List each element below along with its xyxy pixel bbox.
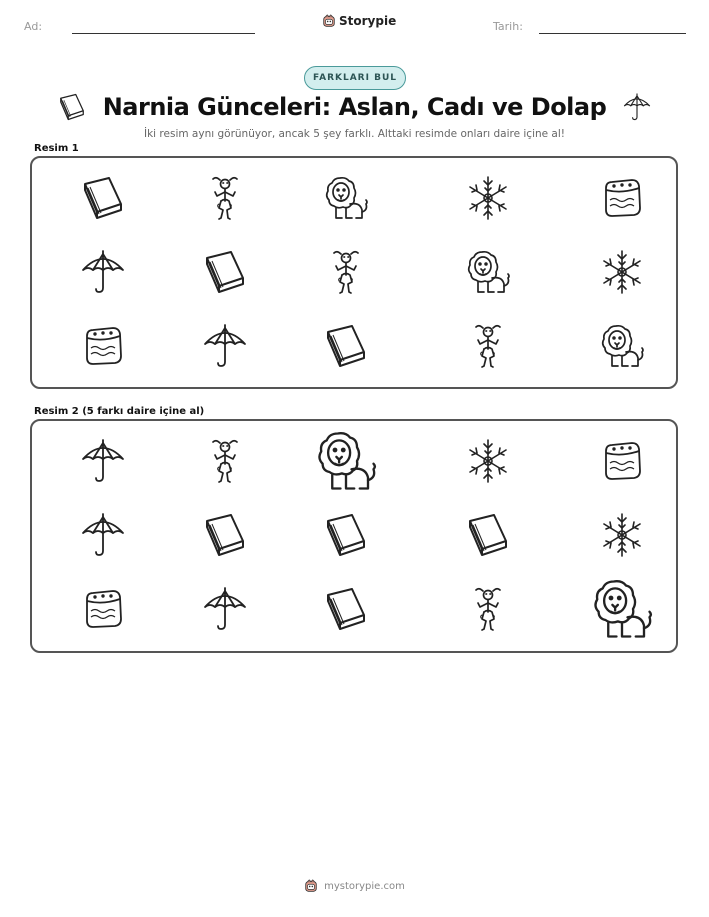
book-icon xyxy=(322,322,370,370)
faun-icon xyxy=(201,174,249,222)
snowflake-icon[interactable] xyxy=(464,437,512,485)
umbrella-icon xyxy=(622,92,652,122)
umbrella-icon[interactable] xyxy=(79,437,127,485)
page-title: Narnia Günceleri: Aslan, Cadı ve Dolap xyxy=(102,93,607,121)
turkish-delight-icon[interactable] xyxy=(598,437,646,485)
book-icon[interactable] xyxy=(201,511,249,559)
book-icon xyxy=(79,174,127,222)
lion-icon xyxy=(322,174,370,222)
book-icon[interactable] xyxy=(322,585,370,633)
book-icon[interactable] xyxy=(464,511,512,559)
umbrella-icon xyxy=(201,322,249,370)
snowflake-icon[interactable] xyxy=(598,511,646,559)
lion-icon-large[interactable] xyxy=(589,576,655,642)
book-icon xyxy=(57,92,87,122)
footer-url: mystorypie.com xyxy=(324,880,405,892)
faun-icon xyxy=(464,322,512,370)
turkish-delight-icon[interactable] xyxy=(79,585,127,633)
book-icon xyxy=(201,248,249,296)
turkish-delight-icon xyxy=(598,174,646,222)
book-icon[interactable] xyxy=(322,511,370,559)
instructions: İki resim aynı görünüyor, ancak 5 şey farklı. Alttaki resimde onları daire içine al! xyxy=(144,128,565,140)
name-label: Ad: xyxy=(24,20,43,33)
faun-icon xyxy=(322,248,370,296)
mascot-icon xyxy=(304,879,318,893)
picture2-panel[interactable] xyxy=(30,419,678,653)
activity-badge: FARKLARI BUL xyxy=(304,66,406,90)
mascot-icon xyxy=(322,14,336,28)
storypie-logo xyxy=(322,14,396,28)
snowflake-icon xyxy=(598,248,646,296)
umbrella-icon[interactable] xyxy=(201,585,249,633)
lion-icon-large[interactable] xyxy=(313,428,379,494)
snowflake-icon xyxy=(464,174,512,222)
brand-name: Storypie xyxy=(339,14,397,28)
title-row xyxy=(0,90,709,124)
umbrella-icon[interactable] xyxy=(79,511,127,559)
picture2-label: Resim 2 (5 farkı daire içine al) xyxy=(34,406,205,417)
date-label: Tarih: xyxy=(493,20,523,33)
turkish-delight-icon xyxy=(79,322,127,370)
date-line[interactable] xyxy=(539,33,686,34)
footer xyxy=(0,879,709,893)
lion-icon xyxy=(598,322,646,370)
picture1-panel xyxy=(30,156,678,389)
lion-icon xyxy=(464,248,512,296)
faun-icon[interactable] xyxy=(464,585,512,633)
name-line[interactable] xyxy=(72,33,255,34)
umbrella-icon xyxy=(79,248,127,296)
picture1-label: Resim 1 xyxy=(34,143,79,154)
faun-icon[interactable] xyxy=(201,437,249,485)
